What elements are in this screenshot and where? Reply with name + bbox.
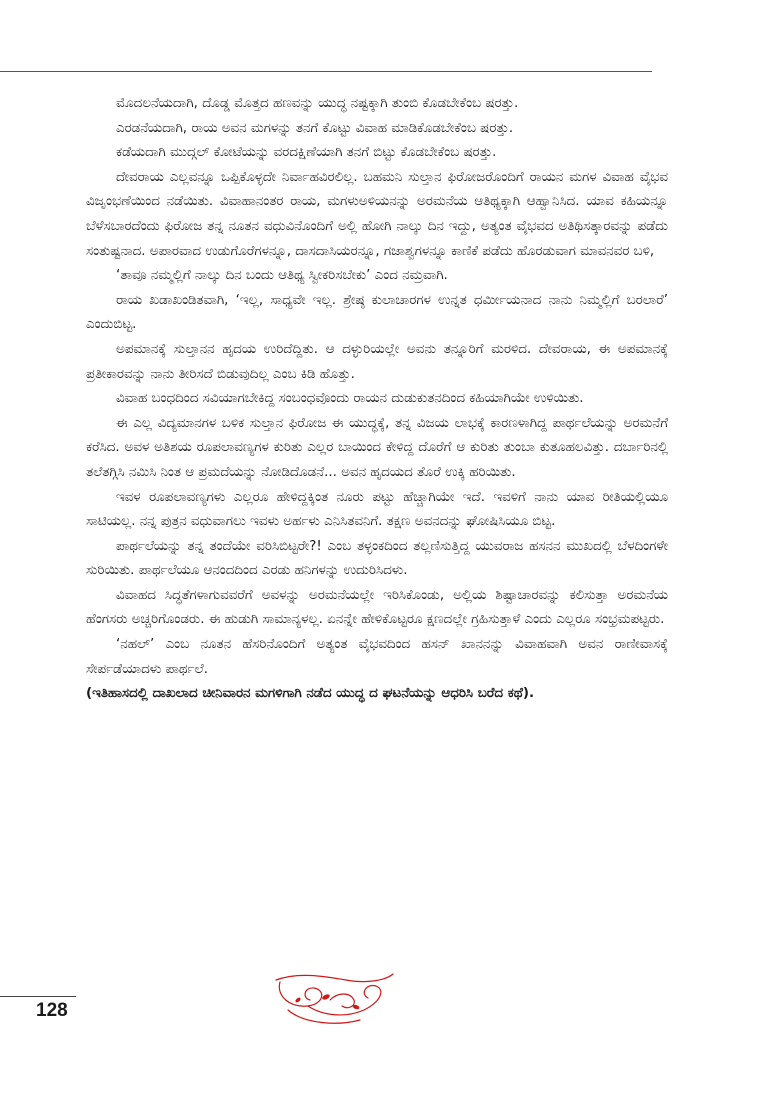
page-number: 128 bbox=[36, 1000, 68, 1021]
paragraph: ಅಪಮಾನಕ್ಕೆ ಸುಲ್ತಾನನ ಹೃದಯ ಉರಿದೆದ್ದಿತು. ಆ ದಳ್ಳುರಿಯಲ್ಲೇ ಅವನು ತನ್ನೂರಿಗೆ ಮರಳಿದ. ದೇವರಾಯ, ಈ ಅಪಮಾನಕ್ಕೆ ಪ್ರತೀಕಾರವನ್ನು ನಾನು ತೀರಿಸದೆ ಬಿಡುವುದಿಲ್ಲ ಎಂಬ ಕಿಡಿ ಹೊತ್ತು. bbox=[86, 341, 668, 382]
paragraph: ರಾಯ ಖಡಾಖಂಡಿತವಾಗಿ, ‘ಇಲ್ಲ, ಸಾಧ್ಯವೇ ಇಲ್ಲ. ಶ್ರೇಷ್ಠ ಕುಲಾಚಾರಗಳ ಉನ್ನತ ಧರ್ಮೀಯನಾದ ನಾನು ನಿಮ್ಮಲ್ಲಿಗೆ ಬರಲಾರೆ’ ಎಂದುಬಿಟ್ಟ. bbox=[86, 292, 668, 333]
paragraph: ಪಾರ್ಥಲೆಯನ್ನು ತನ್ನ ತಂದೆಯೇ ವರಿಸಿಬಿಟ್ಟರೇ?! ಎಂಬ ತಳ್ಳಂಕದಿಂದ ತಲ್ಲಣಿಸುತ್ತಿದ್ದ ಯುವರಾಜ ಹಸನನ ಮುಖದಲ್ಲಿ ಬೆಳದಿಂಗಳೇ ಸುರಿಯಿತು. ಪಾರ್ಥಲೆಯೂ ಆನಂದದಿಂದ ಎರಡು ಹನಿಗಳನ್ನು ಉದುರಿಸಿದಳು. bbox=[86, 538, 668, 579]
paragraph: ವಿವಾಹದ ಸಿದ್ಧತೆಗಳಾಗುವವರೆಗೆ ಅವಳನ್ನು ಅರಮನೆಯಲ್ಲೇ ಇರಿಸಿಕೊಂಡು, ಅಲ್ಲಿಯ ಶಿಷ್ಟಾಚಾರವನ್ನು ಕಲಿಸುತ್ತಾ ಅರಮನೆಯ ಹೆಂಗಸರು ಅಚ್ಚರಿಗೊಂಡರು. ಈ ಹುಡುಗಿ ಸಾಮಾನ್ಯಳಲ್ಲ. ಏನನ್ನೇ ಹೇಳಿಕೊಟ್ಟರೂ ಕ್ಷಣದಲ್ಲೇ ಗ್ರಹಿಸುತ್ತಾಳೆ ಎಂದು ಎಲ್ಲರೂ ಸಂಭ್ರಮಪಟ್ಟರು. bbox=[86, 587, 668, 628]
top-rule bbox=[0, 71, 652, 72]
swirl-ornament-icon bbox=[268, 970, 398, 1028]
paragraph: ವಿವಾಹ ಬಂಧದಿಂದ ಸವಿಯಾಗಬೇಕಿದ್ದ ಸಂಬಂಧವೊಂದು ರಾಯನ ದುಡುಕುತನದಿಂದ ಕಹಿಯಾಗಿಯೇ ಉಳಿಯಿತು. bbox=[116, 391, 584, 407]
paragraph: ಎರಡನೆಯದಾಗಿ, ರಾಯ ಅವನ ಮಗಳನ್ನು ತನಗೆ ಕೊಟ್ಟು ವಿವಾಹ ಮಾಡಿಕೊಡಬೇಕೆಂಬ ಷರತ್ತು. bbox=[116, 120, 514, 136]
paragraph: ಕಡೆಯದಾಗಿ ಮುದ್ಗಲ್ ಕೋಟೆಯನ್ನು ವರದಕ್ಷಿಣೆಯಾಗಿ ತನಗೆ ಬಿಟ್ಟು ಕೊಡಬೇಕೆಂಬ ಷರತ್ತು. bbox=[116, 145, 497, 161]
paragraph: ‘ತಾವೂ ನಮ್ಮಲ್ಲಿಗೆ ನಾಲ್ಕು ದಿನ ಬಂದು ಆತಿಥ್ಯ ಸ್ವೀಕರಿಸಬೇಕು’ ಎಂದ ನಮ್ರವಾಗಿ. bbox=[116, 268, 448, 284]
paragraph: ಮೊದಲನೆಯದಾಗಿ, ದೊಡ್ಡ ಮೊತ್ತದ ಹಣವನ್ನು ಯುದ್ಧ ನಷ್ಟಕ್ಕಾಗಿ ತುಂಬಿ ಕೊಡಬೇಕೆಂಬ ಷರತ್ತು. bbox=[116, 96, 519, 111]
page-text bbox=[86, 92, 668, 707]
paragraph: ದೇವರಾಯ ಎಲ್ಲವನ್ನೂ ಒಪ್ಪಿಕೊಳ್ಳದೇ ನಿರ್ವಾಹವಿರಲಿಲ್ಲ. ಬಹಮನಿ ಸುಲ್ತಾನ ಫಿರೋಜರೊಂದಿಗೆ ರಾಯನ ಮಗಳ ವಿವಾಹ ವೈಭವ ವಿಜೃಂಭಣೆಯಿಂದ ನಡೆಯಿತು. ವಿವಾಹಾನಂತರ ರಾಯ, ಮಗಳುಅಳಿಯನನ್ನು ಅರಮನೆಯ ಆತಿಥ್ಯಕ್ಕಾಗಿ ಆಹ್ವಾನಿಸಿದ. ಯಾವ ಕಹಿಯನ್ನೂ ಬೆಳೆಸಬಾರದೆಂದು ಫಿರೋಜ ತನ್ನ ನೂತನ ವಧುವಿನೊಂದಿಗೆ ಅಲ್ಲಿ ಹೋಗಿ ನಾಲ್ಕು ದಿನ ಇದ್ದು, ಅತ್ಯಂತ ವೈಭವದ ಅತಿಥಿಸತ್ಕಾರವನ್ನು ಪಡೆದು ಸಂತುಷ್ಟನಾದ. ಅಪಾರವಾದ ಉಡುಗೊರೆಗಳನ್ನೂ, ದಾಸದಾಸಿಯರನ್ನೂ, ಗಜಾಶ್ವಗಳನ್ನೂ ಕಾಣಿಕೆ ಪಡೆದು ಹೊರಡುವಾಗ ಮಾವನವರ ಬಳಿ, bbox=[86, 169, 668, 259]
paragraph: ಈ ಎಲ್ಲ ವಿದ್ಯಮಾನಗಳ ಬಳಿಕ ಸುಲ್ತಾನ ಫಿರೋಜ ಈ ಯುದ್ಧಕ್ಕೆ, ತನ್ನ ವಿಜಯ ಲಾಭಕ್ಕೆ ಕಾರಣಳಾಗಿದ್ದ ಪಾರ್ಥಲೆಯನ್ನು ಅರಮನೆಗೆ ಕರೆಸಿದ. ಅವಳ ಅತಿಶಯ ರೂಪಲಾವಣ್ಯಗಳ ಕುರಿತು ಎಲ್ಲರ ಬಾಯಿಂದ ಕೇಳಿದ್ದ ದೊರೆಗೆ ಆ ಕುರಿತು ತುಂಬಾ ಕುತೂಹಲವಿತ್ತು. ದರ್ಬಾರಿನಲ್ಲಿ ತಲೆತಗ್ಗಿಸಿ ನಮಿಸಿ ನಿಂತ ಆ ಪ್ರಮದೆಯನ್ನು ನೋಡಿದೊಡನೆ... ಅವನ ಹೃದಯದ ತೊರೆ ಉಕ್ಕಿ ಹರಿಯಿತು. bbox=[86, 415, 668, 480]
paragraph: ‘ನಹಲ್’ ಎಂಬ ನೂತನ ಹೆಸರಿನೊಂದಿಗೆ ಅತ್ಯಂತ ವೈಭವದಿಂದ ಹಸನ್ ಖಾನನನ್ನು ವಿವಾಹವಾಗಿ ಅವನ ರಾಣೀವಾಸಕ್ಕೆ ಸೇರ್ಪಡೆಯಾದಳು ಪಾರ್ಥಲೆ. bbox=[86, 637, 668, 677]
page-number-rule bbox=[0, 996, 76, 997]
source-note: (ಇತಿಹಾಸದಲ್ಲಿ ದಾಖಲಾದ ಚೀನಿವಾರನ ಮಗಳಿಗಾಗಿ ನಡೆದ ಯುದ್ಧ ದ ಘಟನೆಯನ್ನು ಆಧರಿಸಿ ಬರೆದ ಕಥೆ). bbox=[86, 686, 535, 702]
paragraph: ಇವಳ ರೂಪಲಾವಣ್ಯಗಳು ಎಲ್ಲರೂ ಹೇಳಿದ್ದಕ್ಕಿಂತ ನೂರು ಪಟ್ಟು ಹೆಚ್ಚಾಗಿಯೇ ಇದೆ. ಇವಳಿಗೆ ನಾನು ಯಾವ ರೀತಿಯಲ್ಲಿಯೂ ಸಾಟಿಯಲ್ಲ. ನನ್ನ ಪುತ್ರನ ವಧುವಾಗಲು ಇವಳು ಅರ್ಹಳು ಎನಿಸಿತವನಿಗೆ. ತಕ್ಷಣ ಅವನದನ್ನು ಘೋಷಿಸಿಯೂ ಬಿಟ್ಟ. bbox=[86, 489, 668, 530]
